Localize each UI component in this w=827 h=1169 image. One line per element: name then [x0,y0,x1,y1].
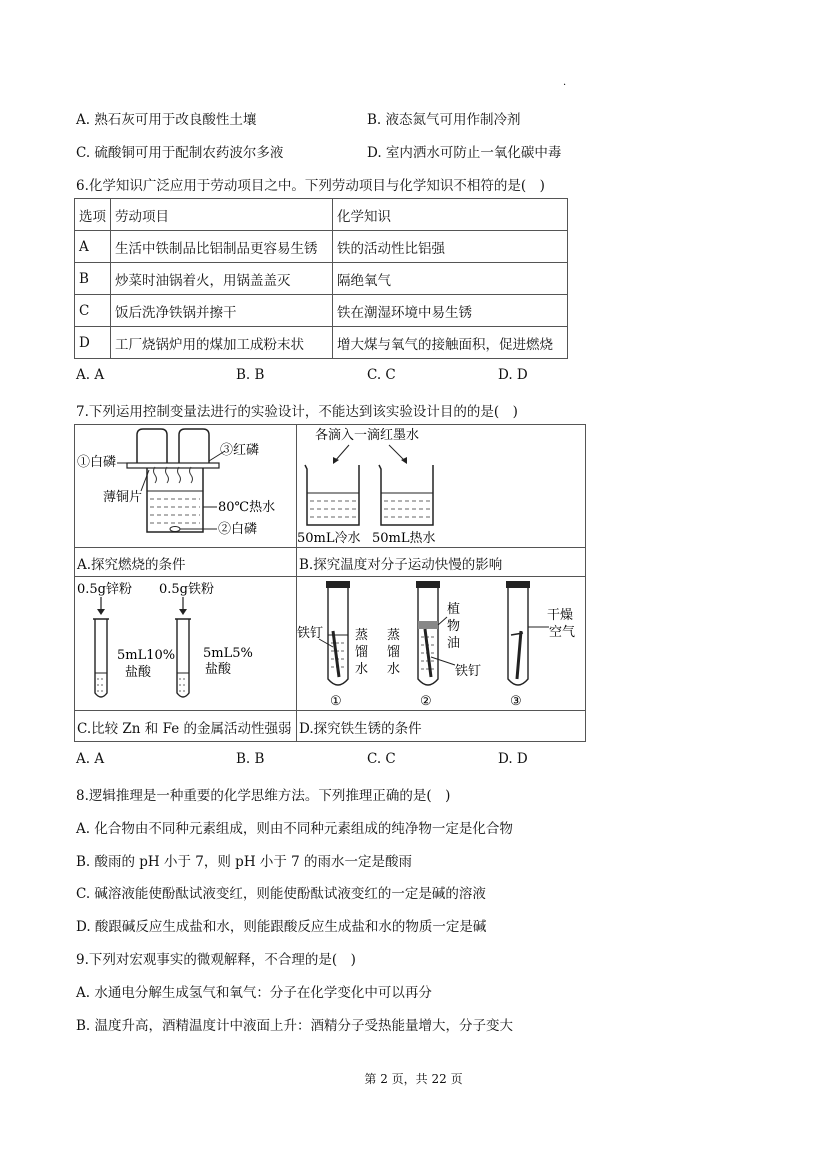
table-cell: 隔绝氧气 [333,263,568,295]
diffusion-beakers-figure [297,425,585,547]
q8-stem: 8.逻辑推理是一种重要的化学思维方法。下列推理正确的是( ) [76,788,451,804]
table-cell: B [75,263,111,295]
label-nail-1: 铁钉 [297,626,324,641]
rust-conditions-figure [297,577,585,710]
q5-option-c: C. 硫酸铜可用于配制农药波尔多液 [76,145,284,161]
label-hcl-5: 5mL5% [203,646,253,661]
label-plant-oil-c: 油 [447,636,461,651]
q8-option-a: A. 化合物由不同种元素组成，则由不同种元素组成的纯净物一定是化合物 [76,821,513,837]
label-dry-air-b: 空气 [549,625,576,640]
label-tube-1: ① [330,694,342,709]
table-header-row [75,199,568,231]
label-plant-oil-b: 物 [447,619,461,634]
label-dist-water-1c: 水 [355,662,369,677]
fig-b-caption: B.探究温度对分子运动快慢的影响 [299,557,503,573]
label-dist-water-2a: 蒸 [387,628,401,643]
q6-table [74,198,568,359]
q6-option-a: A. A [76,367,105,383]
q8-option-c: C. 碱溶液能使酚酞试液变红，则能使酚酞试液变红的一定是碱的溶液 [76,886,486,902]
table-cell: C [75,295,111,327]
label-iron-powder: 0.5g铁粉 [159,582,214,597]
q9-option-b: B. 温度升高，酒精温度计中液面上升：酒精分子受热能量增大，分子变大 [76,1018,514,1034]
label-hcl-10: 5mL10% [117,648,176,663]
label-dist-water-2c: 水 [387,662,401,677]
q6-option-d: D. D [498,367,528,383]
label-dist-water-1b: 馏 [355,645,369,660]
table-cell: 工厂烧锅炉用的煤加工成粉末状 [111,327,333,359]
label-white-phosphorus-1: ①白磷 [77,455,117,470]
table-row [75,327,568,359]
label-copper-sheet: 薄铜片 [103,490,143,505]
table-cell: 炒菜时油锅着火，用锅盖盖灭 [111,263,333,295]
q5-option-b: B. 液态氮气可用作制冷剂 [367,112,521,128]
table-row [75,231,568,263]
combustion-apparatus-figure [75,425,296,547]
label-tube-3: ③ [510,694,522,709]
page-speck: · [563,80,567,91]
table-row [75,263,568,295]
label-plant-oil-a: 植 [447,602,461,617]
table-cell: 铁的活动性比铝强 [333,231,568,263]
q5-option-a: A. 熟石灰可用于改良酸性土壤 [76,112,257,128]
label-white-phosphorus-2: ②白磷 [218,522,258,537]
fig-c-caption: C.比较 Zn 和 Fe 的金属活动性强弱 [77,721,292,737]
table-header-cell: 劳动项目 [111,199,333,231]
label-cold-water: 50mL冷水 [297,531,361,546]
label-dist-water-1a: 蒸 [355,628,369,643]
label-add-red-ink: 各滴入一滴红墨水 [315,428,420,443]
label-zinc-powder: 0.5g锌粉 [77,582,132,597]
q7-stem: 7.下列运用控制变量法进行的实验设计，不能达到该实验设计目的的是( ) [76,404,518,420]
label-dry-air-a: 干燥 [547,608,574,623]
label-hot-water-b: 50mL热水 [372,531,436,546]
page-footer: 第 2 页，共 22 页 [364,1072,463,1086]
q6-stem: 6.化学知识广泛应用于劳动项目之中。下列劳动项目与化学知识不相符的是( ) [76,178,545,194]
table-cell: 饭后洗净铁锅并擦干 [111,295,333,327]
label-hcl-2: 盐酸 [205,662,232,677]
table-cell: A [75,231,111,263]
q8-option-d: D. 酸跟碱反应生成盐和水，则能跟酸反应生成盐和水的物质一定是碱 [76,919,487,935]
metal-activity-figure [75,577,296,710]
table-cell: 增大煤与氧气的接触面积，促进燃烧 [333,327,568,359]
q7-option-a: A. A [76,751,105,767]
q7-option-c: C. C [367,751,396,767]
q6-option-b: B. B [236,367,265,383]
table-cell: D [75,327,111,359]
label-red-phosphorus: ③红磷 [220,443,260,458]
table-header-cell: 化学知识 [333,199,568,231]
q6-option-c: C. C [367,367,396,383]
label-tube-2: ② [420,694,432,709]
label-hcl-1: 盐酸 [125,665,152,680]
q7-option-d: D. D [498,751,528,767]
label-dist-water-2b: 馏 [387,645,401,660]
table-cell: 生活中铁制品比铝制品更容易生锈 [111,231,333,263]
table-cell: 铁在潮湿环境中易生锈 [333,295,568,327]
table-row [75,295,568,327]
label-hot-water: 80℃热水 [218,500,276,515]
fig-a-caption: A.探究燃烧的条件 [77,557,186,573]
q5-option-d: D. 室内洒水可防止一氧化碳中毒 [367,145,562,161]
label-nail-2: 铁钉 [455,664,482,679]
q8-option-b: B. 酸雨的 pH 小于 7，则 pH 小于 7 的雨水一定是酸雨 [76,854,413,870]
fig-d-caption: D.探究铁生锈的条件 [299,721,422,737]
table-header-cell: 选项 [75,199,111,231]
q9-stem: 9.下列对宏观事实的微观解释，不合理的是( ) [76,952,356,968]
q7-option-b: B. B [236,751,265,767]
q9-option-a: A. 水通电分解生成氢气和氧气：分子在化学变化中可以再分 [76,985,432,1001]
